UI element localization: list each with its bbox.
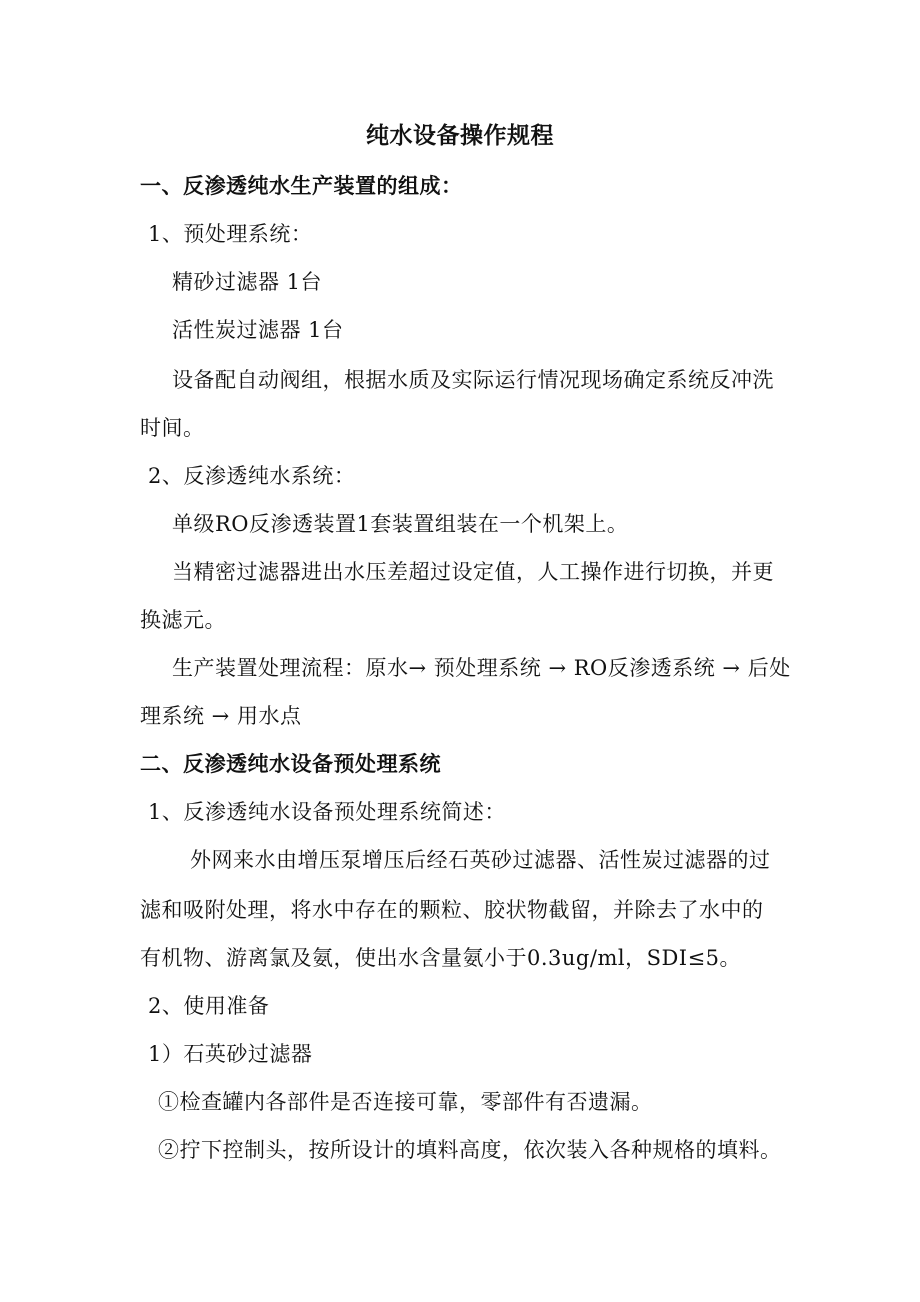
paragraph-line: 单级RO反渗透装置1套装置组装在一个机架上。 [172,512,629,536]
subsection-pretreatment: 1、预处理系统： [148,222,313,246]
list-item: 1）石英砂过滤器 [148,1042,313,1066]
document-title: 纯水设备操作规程 [366,123,554,149]
paragraph-line: 外网来水由增压泵增压后经石英砂过滤器、活性炭过滤器的过 [190,848,771,872]
subsection-ro-system: 2、反渗透纯水系统： [148,464,356,488]
paragraph-line: 有机物、游离氯及氨，使出水含量氨小于0.3ug/ml，SDI≤5。 [140,946,742,970]
paragraph-line: 生产装置处理流程：原水→ 预处理系统 → RO反渗透系统 → 后处 [172,656,791,680]
paragraph-line: 滤和吸附处理，将水中存在的颗粒、胶状物截留，并除去了水中的 [140,898,764,922]
subsection-overview: 1、反渗透纯水设备预处理系统简述： [148,800,506,824]
section-heading-1: 一、反渗透纯水生产装置的组成： [140,174,463,198]
paragraph-line: 时间。 [140,416,205,440]
subsection-preparation: 2、使用准备 [148,994,270,1018]
list-item: ①检查罐内各部件是否连接可靠，零部件有否遗漏。 [158,1090,653,1114]
paragraph-line: 当精密过滤器进出水压差超过设定值，人工操作进行切换，并更 [172,560,774,584]
paragraph-line: 理系统 → 用水点 [140,704,302,728]
paragraph-line: 精砂过滤器 1台 [172,270,323,294]
paragraph-line: 活性炭过滤器 1台 [172,318,344,342]
list-item: ②拧下控制头，按所设计的填料高度，依次装入各种规格的填料。 [158,1138,782,1162]
paragraph-line: 换滤元。 [140,608,226,632]
paragraph-line: 设备配自动阀组，根据水质及实际运行情况现场确定系统反冲洗 [172,368,774,392]
section-heading-2: 二、反渗透纯水设备预处理系统 [140,752,441,776]
